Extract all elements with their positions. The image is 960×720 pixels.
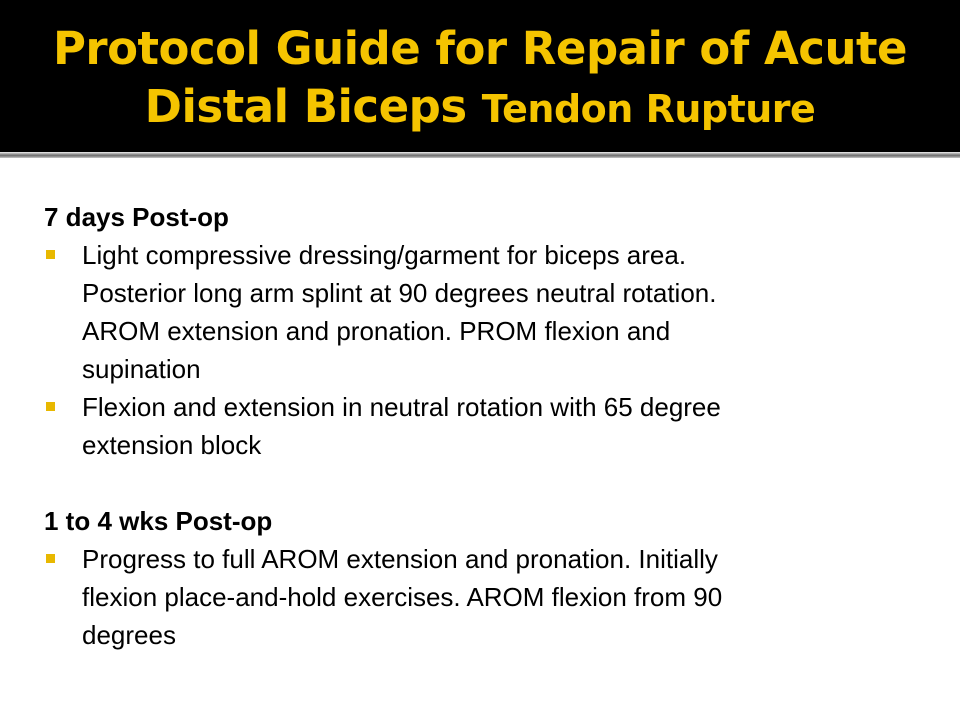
section-1-to-4-wks (44, 502, 924, 654)
slide-body (44, 198, 924, 654)
bullet-line: Progress to full AROM extension and pronation. Initially (82, 544, 718, 574)
bullet-item (44, 540, 924, 654)
bullet-line: flexion place-and-hold exercises. AROM flexion from 90 (82, 582, 723, 612)
title-line-1: Protocol Guide for Repair of Acute (52, 22, 908, 75)
title-line-2-small: Tendon Rupture (481, 87, 816, 131)
bullet-line: Posterior long arm splint at 90 degrees neutral rotation. (82, 278, 717, 308)
bullet-line: extension block (82, 430, 262, 460)
bullet-item (44, 236, 924, 388)
section-heading: 7 days Post-op (44, 202, 229, 232)
section-heading: 1 to 4 wks Post-op (44, 506, 273, 536)
bullet-line: supination (82, 354, 201, 384)
slide-title (0, 20, 960, 138)
bullet-line: AROM extension and pronation. PROM flexion and (82, 316, 671, 346)
title-line-2 (0, 78, 960, 138)
square-bullet-icon (46, 554, 55, 563)
section-spacer (44, 464, 924, 502)
bullet-line: Light compressive dressing/garment for biceps area. (82, 240, 687, 270)
bullet-line: Flexion and extension in neutral rotation with 65 degree (82, 392, 721, 422)
section-7-days (44, 198, 924, 464)
bullet-item (44, 388, 924, 464)
title-line-2-main: Distal Biceps (144, 80, 467, 133)
title-divider (0, 152, 960, 158)
bullet-line: degrees (82, 620, 176, 650)
square-bullet-icon (46, 402, 55, 411)
square-bullet-icon (46, 250, 55, 259)
